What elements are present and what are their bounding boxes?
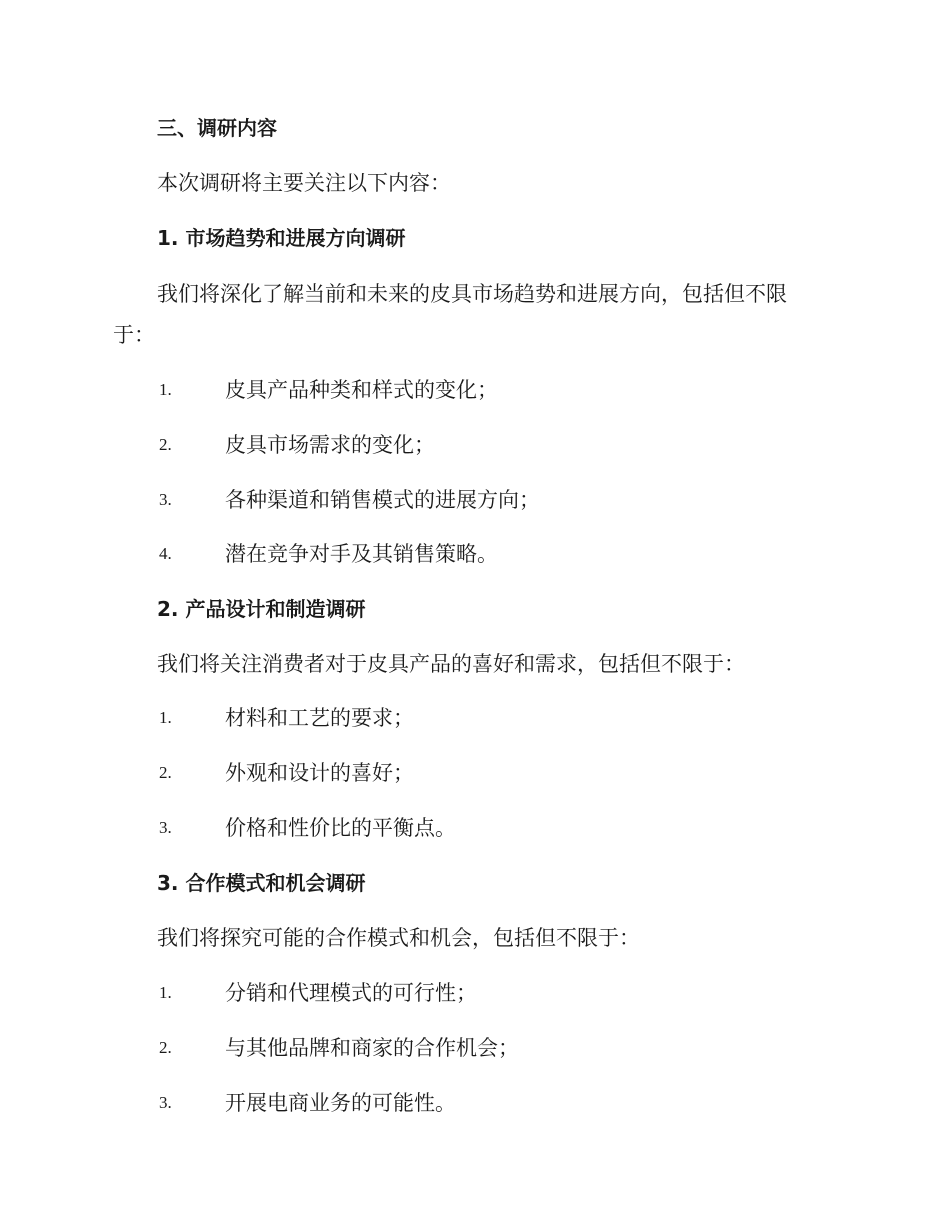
list-item-number: 1. — [159, 380, 172, 399]
list-item-number: 3. — [159, 1093, 172, 1112]
list-item-text: 材料和工艺的要求； — [225, 706, 414, 730]
list-item-number: 2. — [159, 435, 172, 454]
list-item-text: 各种渠道和销售模式的进展方向； — [225, 488, 540, 512]
s3-paragraph: 我们将探究可能的合作模式和机会，包括但不限于： — [157, 926, 640, 950]
list-item-text: 开展电商业务的可能性。 — [225, 1091, 456, 1115]
list-item-number: 3. — [159, 818, 172, 837]
list-item-text: 价格和性价比的平衡点。 — [225, 816, 456, 840]
list-item-text: 分销和代理模式的可行性； — [225, 981, 477, 1005]
list-item-text: 外观和设计的喜好； — [225, 761, 414, 785]
s1-paragraph-line2: 于： — [113, 323, 155, 347]
s2-paragraph: 我们将关注消费者对于皮具产品的喜好和需求，包括但不限于： — [157, 652, 745, 676]
list-item-number: 1. — [159, 983, 172, 1002]
list-item-text: 与其他品牌和商家的合作机会； — [225, 1036, 519, 1060]
s2-heading: 2. 产品设计和制造调研 — [157, 597, 366, 621]
section-title: 三、调研内容 — [157, 116, 277, 140]
list-item-number: 4. — [159, 544, 172, 563]
s1-paragraph-line1: 我们将深化了解当前和未来的皮具市场趋势和进展方向，包括但不限 — [157, 282, 787, 306]
list-item-number: 2. — [159, 1038, 172, 1057]
list-item-text: 皮具产品种类和样式的变化； — [225, 378, 498, 402]
s1-heading: 1. 市场趋势和进展方向调研 — [157, 226, 406, 250]
list-item-number: 3. — [159, 490, 172, 509]
list-item-number: 1. — [159, 708, 172, 727]
list-item-text: 皮具市场需求的变化； — [225, 433, 435, 457]
s3-heading: 3. 合作模式和机会调研 — [157, 871, 366, 895]
list-item-text: 潜在竞争对手及其销售策略。 — [225, 542, 498, 566]
intro-paragraph: 本次调研将主要关注以下内容： — [157, 171, 451, 195]
list-item-number: 2. — [159, 763, 172, 782]
